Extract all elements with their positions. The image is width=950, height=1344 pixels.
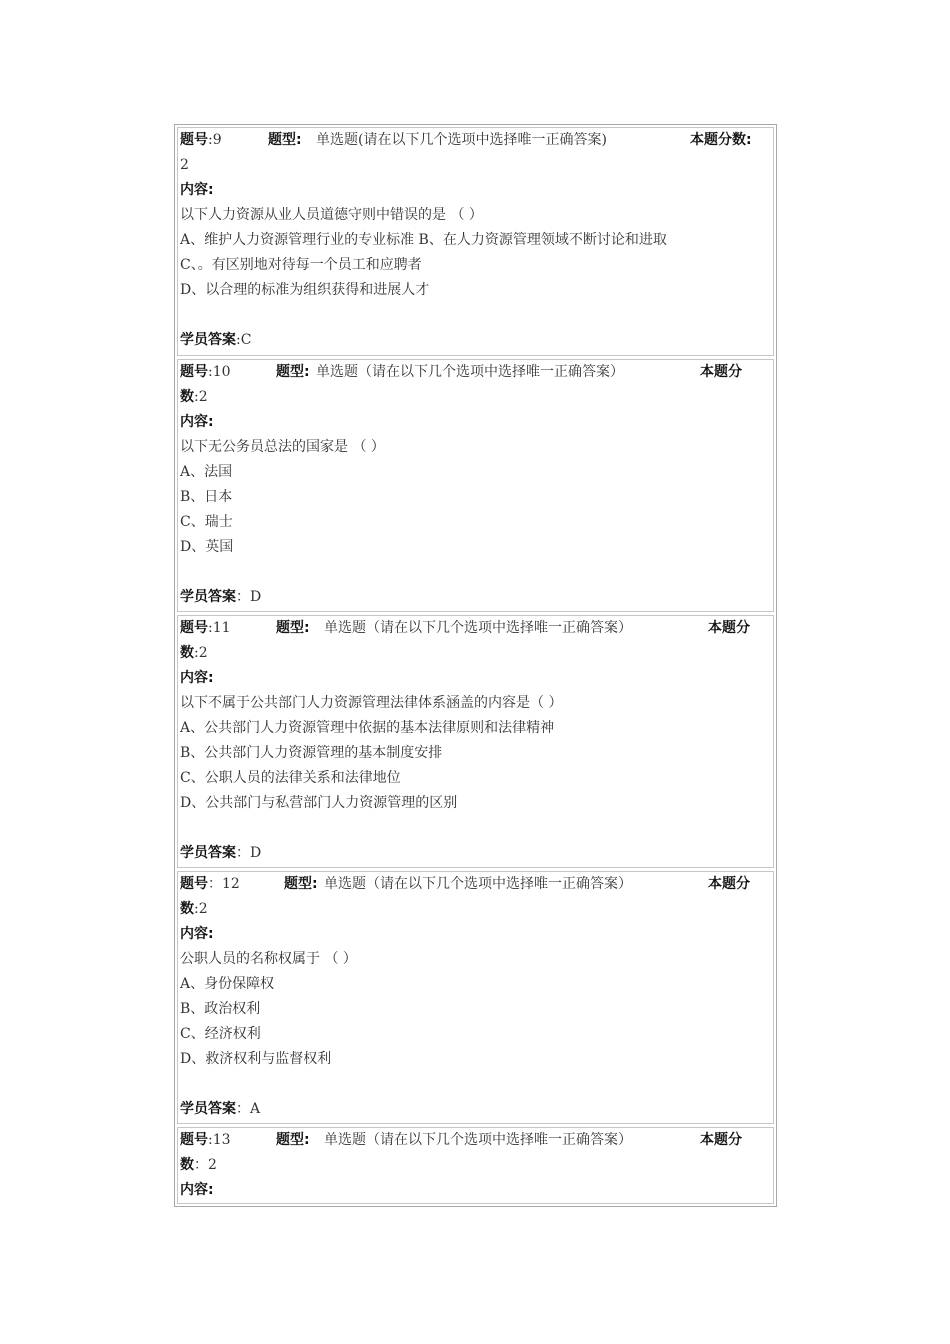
qnum-value: :11	[208, 620, 231, 636]
qtype-label: 题型	[276, 364, 304, 380]
question-header: 题号 :11 题型 : 单选题（请在以下几个选项中选择唯一正确答案） 本题分	[180, 616, 773, 641]
qnum-value: :13	[208, 1132, 231, 1148]
qtype-label: 题型	[276, 1132, 304, 1148]
qtype-value: 单选题(请在以下几个选项中选择唯一正确答案)	[316, 132, 607, 148]
content-label: 内容:	[180, 926, 214, 942]
question-header: 题号 :10 题型 : 单选题（请在以下几个选项中选择唯一正确答案） 本题分	[180, 360, 773, 385]
content-label: 内容:	[180, 1182, 214, 1198]
content-label: 内容:	[180, 182, 214, 198]
qtype-value: 单选题（请在以下几个选项中选择唯一正确答案）	[324, 1132, 632, 1148]
qtype-label: 题型	[276, 620, 304, 636]
question-block-10	[177, 359, 774, 612]
score-label: 本题分	[708, 620, 750, 636]
answer-label: 学员答案	[180, 589, 236, 605]
question-stem: 以下不属于公共部门人力资源管理法律体系涵盖的内容是（ ）	[180, 695, 563, 711]
answer-label: 学员答案	[180, 1101, 236, 1117]
answer-label: 学员答案	[180, 845, 236, 861]
option-b: B、公共部门人力资源管理的基本制度安排	[180, 745, 443, 761]
score-label: 本题分	[708, 876, 750, 892]
score-label-cont: 数	[180, 1157, 194, 1173]
question-header: 题号 ：12 题型 : 单选题（请在以下几个选项中选择唯一正确答案） 本题分	[180, 872, 773, 897]
score-value: :2	[194, 389, 208, 405]
question-header: 题号 :9 题型 : 单选题(请在以下几个选项中选择唯一正确答案) 本题分数:	[180, 128, 773, 153]
qnum-label: 题号	[180, 620, 208, 636]
option-b: B、日本	[180, 489, 233, 505]
option-c: C、经济权利	[180, 1026, 261, 1042]
option-c: C、瑞士	[180, 514, 233, 530]
option-a: A、身份保障权	[180, 976, 275, 992]
option-c: C、公职人员的法律关系和法律地位	[180, 770, 401, 786]
answer-line	[180, 841, 773, 866]
option-a: A、维护人力资源管理行业的专业标准 B、在人力资源管理领域不断讨论和进取	[180, 232, 667, 248]
qnum-label: 题号	[180, 876, 208, 892]
question-stem: 以下无公务员总法的国家是 （ ）	[180, 439, 385, 455]
qtype-value: 单选题（请在以下几个选项中选择唯一正确答案）	[324, 876, 632, 892]
question-block-9	[177, 127, 774, 356]
option-d: D、以合理的标准为组织获得和进展人才	[180, 282, 430, 298]
question-block-11	[177, 615, 774, 868]
answer-value: ：D	[236, 845, 262, 861]
option-d: D、英国	[180, 539, 234, 555]
answer-line	[180, 328, 773, 353]
qtype-label: 题型	[268, 132, 296, 148]
score-value: :2	[194, 645, 208, 661]
score-value: ：2	[194, 1157, 217, 1173]
option-d: D、救济权利与监督权利	[180, 1051, 332, 1067]
qnum-value: ：12	[208, 876, 240, 892]
answer-line	[180, 585, 773, 610]
answer-value: ：A	[236, 1101, 261, 1117]
qnum-label: 题号	[180, 132, 208, 148]
question-stem: 以下人力资源从业人员道德守则中错误的是 （ ）	[180, 207, 483, 223]
answer-value: :C	[236, 332, 252, 348]
question-block-12	[177, 871, 774, 1124]
content-label: 内容:	[180, 414, 214, 430]
score-label: 本题分	[700, 364, 742, 380]
score-label-cont: 数	[180, 645, 194, 661]
answer-label: 学员答案	[180, 332, 236, 348]
score-label-cont: 数	[180, 389, 194, 405]
score-value: :2	[194, 901, 208, 917]
quiz-sheet	[174, 124, 777, 1207]
qnum-label: 题号	[180, 364, 208, 380]
option-a: A、公共部门人力资源管理中依据的基本法律原则和法律精神	[180, 720, 555, 736]
option-a: A、法国	[180, 464, 233, 480]
answer-value: ：D	[236, 589, 262, 605]
score-label-cont: 数	[180, 901, 194, 917]
qnum-label: 题号	[180, 1132, 208, 1148]
qtype-value: 单选题（请在以下几个选项中选择唯一正确答案）	[324, 620, 632, 636]
score-label: 本题分	[700, 1132, 742, 1148]
question-stem: 公职人员的名称权属于 （ ）	[180, 951, 357, 967]
question-header: 题号 :13 题型 : 单选题（请在以下几个选项中选择唯一正确答案） 本题分	[180, 1128, 773, 1153]
answer-line	[180, 1097, 773, 1122]
score-label: 本题分数:	[690, 132, 752, 148]
qtype-value: 单选题（请在以下几个选项中选择唯一正确答案）	[316, 364, 624, 380]
question-block-13	[177, 1127, 774, 1204]
score-value: 2	[180, 157, 189, 173]
content-label: 内容:	[180, 670, 214, 686]
qtype-label: 题型	[284, 876, 312, 892]
qnum-value: :9	[208, 132, 222, 148]
option-d: D、公共部门与私营部门人力资源管理的区别	[180, 795, 458, 811]
qnum-value: :10	[208, 364, 231, 380]
option-b: B、政治权利	[180, 1001, 261, 1017]
option-c: C、。有区别地对待每一个员工和应聘者	[180, 257, 422, 273]
